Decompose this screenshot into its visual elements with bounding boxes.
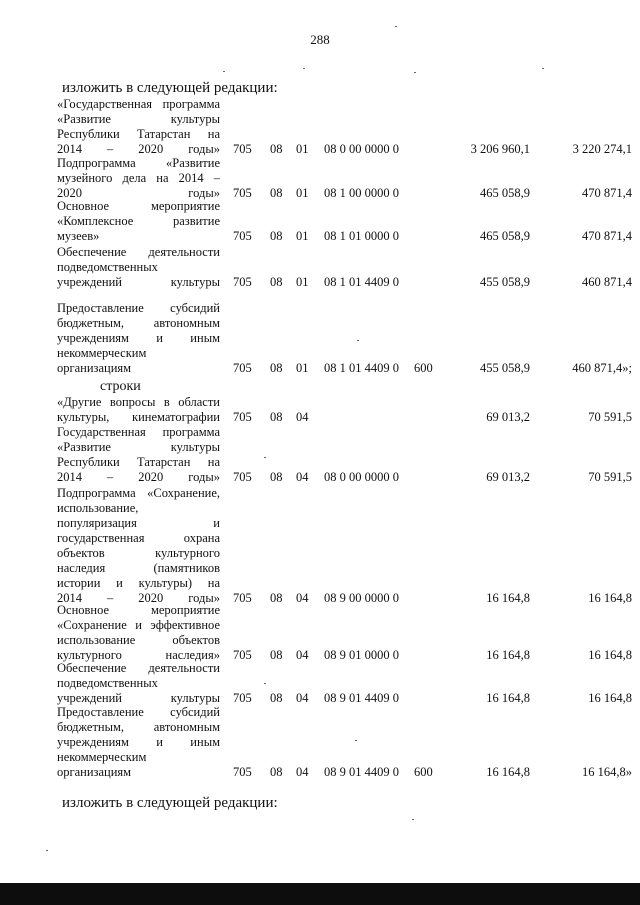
description-line: использование, — [57, 501, 139, 515]
amount-year-1: 3 206 960,1 — [470, 142, 530, 156]
description-line: учреждений культуры — [57, 275, 220, 289]
description-line: объектов культурного — [57, 546, 220, 560]
subsection-code: 04 — [296, 470, 309, 484]
ministry-code: 705 — [233, 470, 252, 484]
amount-year-2: 16 164,8» — [582, 765, 632, 779]
amount-year-1: 69 013,2 — [486, 470, 530, 484]
row-description — [57, 603, 220, 663]
description-line: истории и культуры) на — [57, 576, 220, 590]
description-line: государственная охрана — [57, 531, 220, 545]
page-number: 288 — [310, 32, 330, 47]
row-description — [57, 156, 220, 201]
subsection-code: 01 — [296, 142, 309, 156]
description-line: использование объектов — [57, 633, 220, 647]
row-description — [57, 395, 220, 425]
description-line: организациям — [57, 765, 132, 779]
section-code: 08 — [270, 142, 283, 156]
amount-year-2: 70 591,5 — [588, 470, 632, 484]
subsection-code: 04 — [296, 410, 309, 424]
section-code: 08 — [270, 186, 283, 200]
subsection-code: 01 — [296, 186, 309, 200]
description-line: культурного наследия» — [57, 648, 220, 662]
target-article-code: 08 1 01 0000 0 — [324, 229, 399, 243]
section-code: 08 — [270, 648, 283, 662]
description-line: «Государственная программа — [57, 97, 220, 111]
description-line: некоммерческим — [57, 750, 147, 764]
expense-type-code: 600 — [414, 361, 433, 375]
description-line: подведомственных — [57, 260, 158, 274]
section-code: 08 — [270, 410, 283, 424]
ministry-code: 705 — [233, 142, 252, 156]
section-code: 08 — [270, 275, 283, 289]
description-line: популяризация и — [57, 516, 220, 530]
ministry-code: 705 — [233, 229, 252, 243]
target-article-code: 08 1 00 0000 0 — [324, 186, 399, 200]
description-line: наследия (памятников — [57, 561, 220, 575]
description-line: Обеспечение деятельности — [57, 661, 220, 675]
amount-year-1: 465 058,9 — [480, 186, 530, 200]
description-line: «Развитие культуры — [57, 112, 220, 126]
subsection-code: 04 — [296, 765, 309, 779]
amount-year-2: 460 871,4»; — [572, 361, 632, 375]
row-description — [57, 245, 220, 290]
amount-year-2: 3 220 274,1 — [572, 142, 632, 156]
ministry-code: 705 — [233, 186, 252, 200]
amount-year-2: 16 164,8 — [588, 648, 632, 662]
description-line: «Развитие культуры — [57, 440, 220, 454]
amount-year-1: 465 058,9 — [480, 229, 530, 243]
ministry-code: 705 — [233, 591, 252, 605]
description-line: бюджетным, автономным — [57, 316, 220, 330]
section-code: 08 — [270, 591, 283, 605]
description-line: бюджетным, автономным — [57, 720, 220, 734]
amount-year-1: 69 013,2 — [486, 410, 530, 424]
target-article-code: 08 9 01 4409 0 — [324, 691, 399, 705]
description-line: 2014 – 2020 годы» — [57, 591, 220, 605]
ministry-code: 705 — [233, 275, 252, 289]
expense-type-code: 600 — [414, 765, 433, 779]
description-line: Подпрограмма «Сохранение, — [57, 486, 220, 500]
subsection-code: 01 — [296, 229, 309, 243]
description-line: Республики Татарстан на — [57, 127, 220, 141]
description-line: 2020 годы» — [57, 186, 220, 200]
row-description — [57, 199, 220, 244]
description-line: подведомственных — [57, 676, 158, 690]
description-line: организациям — [57, 361, 132, 375]
description-line: некоммерческим — [57, 346, 147, 360]
description-line: культуры, кинематографии — [57, 410, 220, 424]
amount-year-2: 70 591,5 — [588, 410, 632, 424]
intro-text-1: изложить в следующей редакции: — [62, 80, 278, 96]
section-code: 08 — [270, 229, 283, 243]
row-description — [57, 486, 220, 606]
description-line: Подпрограмма «Развитие — [57, 156, 220, 170]
row-description — [57, 301, 220, 376]
description-line: Обеспечение деятельности — [57, 245, 220, 259]
target-article-code: 08 9 00 0000 0 — [324, 591, 399, 605]
description-line: учреждениям и иным — [57, 331, 220, 345]
amount-year-1: 455 058,9 — [480, 361, 530, 375]
subsection-code: 04 — [296, 591, 309, 605]
amount-year-1: 455 058,9 — [480, 275, 530, 289]
ministry-code: 705 — [233, 361, 252, 375]
subsection-code: 04 — [296, 691, 309, 705]
description-line: музеев» — [57, 229, 100, 243]
description-line: 2014 – 2020 годы» — [57, 470, 220, 484]
amount-year-1: 16 164,8 — [486, 691, 530, 705]
ministry-code: 705 — [233, 765, 252, 779]
row-description — [57, 97, 220, 157]
ministry-code: 705 — [233, 648, 252, 662]
description-line: Основное мероприятие — [57, 199, 220, 213]
description-line: учреждениям и иным — [57, 735, 220, 749]
amount-year-1: 16 164,8 — [486, 591, 530, 605]
description-line: Предоставление субсидий — [57, 705, 220, 719]
description-line: музейного дела на 2014 – — [57, 171, 220, 185]
description-line: Республики Татарстан на — [57, 455, 220, 469]
target-article-code: 08 0 00 0000 0 — [324, 470, 399, 484]
amount-year-2: 470 871,4 — [582, 229, 632, 243]
description-line: Основное мероприятие — [57, 603, 220, 617]
description-line: Предоставление субсидий — [57, 301, 220, 315]
description-line: учреждений культуры — [57, 691, 220, 705]
row-description — [57, 661, 220, 706]
description-line: «Комплексное развитие — [57, 214, 220, 228]
section-code: 08 — [270, 765, 283, 779]
description-line: «Сохранение и эффективное — [57, 618, 220, 632]
target-article-code: 08 9 01 4409 0 — [324, 765, 399, 779]
amount-year-1: 16 164,8 — [486, 648, 530, 662]
section-code: 08 — [270, 470, 283, 484]
ministry-code: 705 — [233, 691, 252, 705]
subsection-code: 01 — [296, 361, 309, 375]
row-description — [57, 705, 220, 780]
section-code: 08 — [270, 361, 283, 375]
amount-year-2: 16 164,8 — [588, 691, 632, 705]
strings-label: строки — [100, 379, 141, 394]
intro-text-2: изложить в следующей редакции: — [62, 795, 278, 811]
row-description — [57, 425, 220, 485]
target-article-code: 08 1 01 4409 0 — [324, 361, 399, 375]
description-line: Государственная программа — [57, 425, 220, 439]
section-code: 08 — [270, 691, 283, 705]
description-line: 2014 – 2020 годы» — [57, 142, 220, 156]
amount-year-2: 460 871,4 — [582, 275, 632, 289]
scan-border-bar — [0, 883, 640, 905]
description-line: «Другие вопросы в области — [57, 395, 220, 409]
amount-year-1: 16 164,8 — [486, 765, 530, 779]
target-article-code: 08 0 00 0000 0 — [324, 142, 399, 156]
target-article-code: 08 9 01 0000 0 — [324, 648, 399, 662]
amount-year-2: 470 871,4 — [582, 186, 632, 200]
target-article-code: 08 1 01 4409 0 — [324, 275, 399, 289]
subsection-code: 04 — [296, 648, 309, 662]
subsection-code: 01 — [296, 275, 309, 289]
ministry-code: 705 — [233, 410, 252, 424]
amount-year-2: 16 164,8 — [588, 591, 632, 605]
